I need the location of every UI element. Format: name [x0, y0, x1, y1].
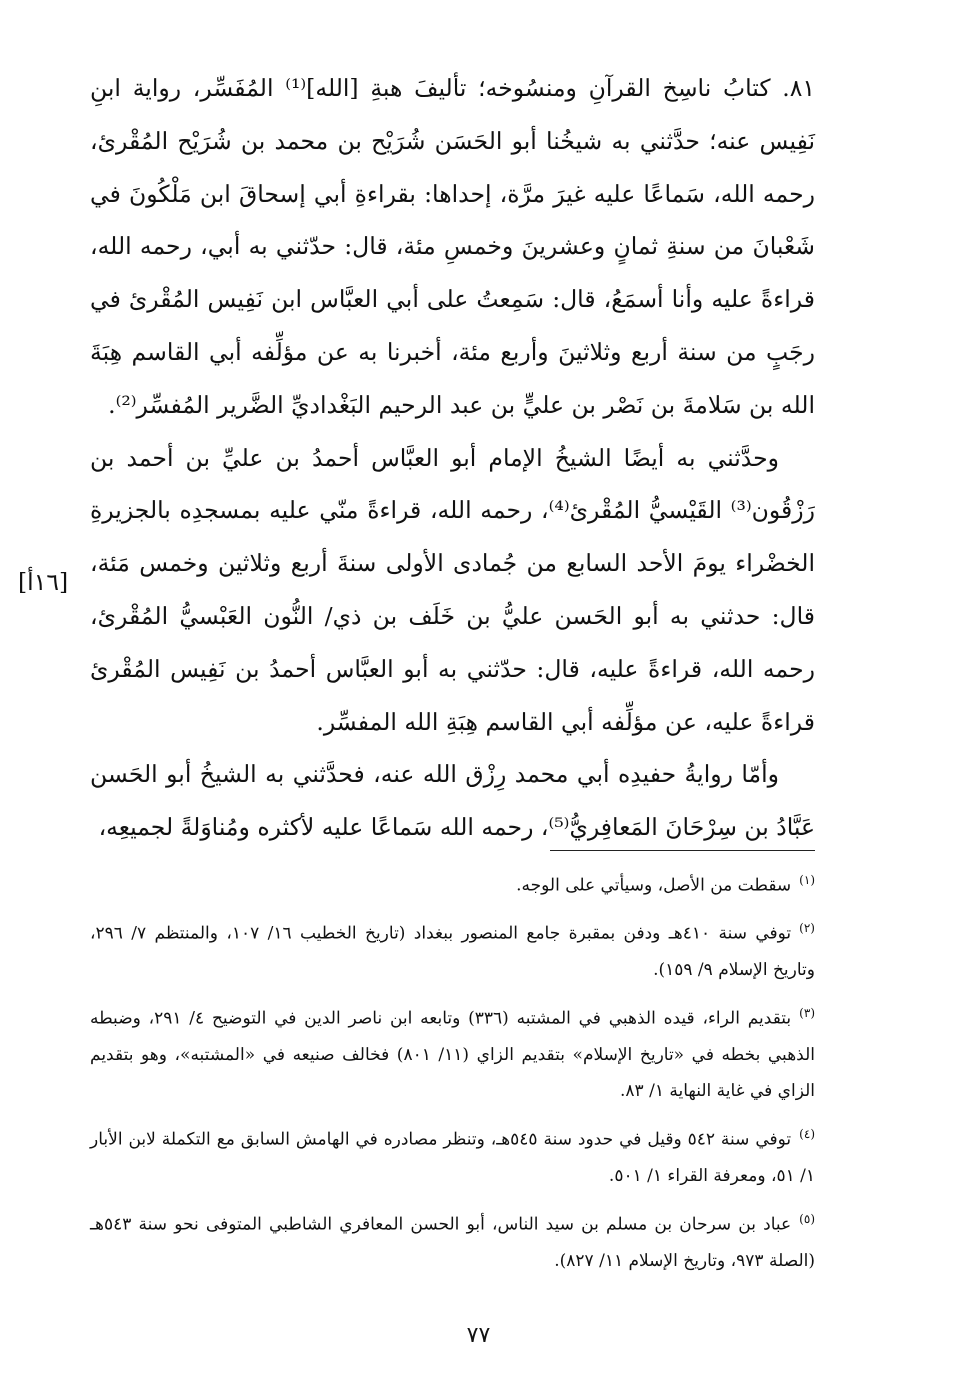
- footnote-text: سقطت من الأصل، وسيأتي على الوجه.: [516, 875, 792, 896]
- paragraph-third-chain: وأمّا روايةُ حفيدِه أبي محمد رِزْق الله عنه، فحدَّثني به الشيخُ أبو الحَسن عَبَّادُ بن سِرْحَانَ المَعافِريُّ⁽⁵⁾، رحمه الله سَماعًا عليه لأكثره ومُناوَلةً لجميعِه،: [90, 760, 815, 842]
- paragraph-entry-81: ٨١. كتابُ ناسِخ القرآنِ ومنسُوخه؛ تأليفَ هبةِ [الله]⁽¹⁾ المُفَسِّر، رواية ابنِ نَفِيس عنه؛ حدَّثني به شيخُنا أبو الحَسَن شُرَيْح بن محمد بن شُرَيْح المُقْرئ، رحمه الله، سَماعًا عليه غيرَ مرَّة، إحداها: بقراءةِ أبي إسحاقَ ابن مَلْكُونَ في شَعْبانَ من سنةِ ثمانٍ وعشرينَ وخمسِ مئة، قال: حدّثني به أبي، رحمه الله، قراءةً عليه وأنا أسمَعُ، قال: سَمِعتُ على أبي العبَّاس ابن نَفِيس المُقْرئ في رجَبٍ من سنة أربع وثلاثينَ وأربع مئة، أخبرنا به عن مؤلِّفه أبي القاسم هِبَةَ الله بن سَلامةَ بن نَصْر بن عليٍّ بن عبد الرحيم البَغْداديِّ الضَّرير المُفسِّر⁽²⁾.: [90, 74, 815, 419]
- folio-marker: [١٦أ]: [18, 568, 69, 596]
- paragraph-second-chain: وحدَّثني به أيضًا الشيخُ الإمام أبو العبَّاس أحمدُ بن عليِّ بن أحمد بن رَزْقُون⁽³⁾ القَيْسيُّ المُقْرئ⁽⁴⁾، رحمه الله، قراءةً منّي عليه بمسجدِه بالجزيرةِ الخضْراء يومَ الأحد السابع من جُمادى الأولى سنةَ أربع وثلاثين وخمس مَئة، قال: حدثني به أبو الحَسن عليُّ بن خَلَف بن ذي/ النُّون العَبْسيُّ المُقْرئ، رحمه الله، قراءةً عليه، قال: حدّثني به أبو العبَّاس أحمدُ بن نَفِيس المُقْرئ قراءةً عليه، عن مؤلِّفه أبي القاسم هِبَةِ الله المفسِّر.: [90, 443, 815, 736]
- main-text: [90, 62, 815, 854]
- footnote-number: (٣): [799, 1005, 815, 1020]
- footnote-number: (١): [799, 873, 815, 887]
- footnote-text: توفي سنة ٥٤٢ وقيل في حدود سنة ٥٤٥هـ، وتنظر مصادره في الهامش السابق مع التكملة لابن الأبار ١/ ٥١، ومعرفة القراء ١/ ٥٠١.: [90, 1129, 815, 1187]
- footnote-number: (٤): [799, 1126, 815, 1141]
- page-number: ٧٧: [466, 1323, 491, 1348]
- footnote-1: [90, 862, 815, 904]
- footnote-number: (٢): [799, 921, 815, 936]
- footnote-text: بتقديم الراء، قيده الذهبي في المشتبه (٣٣٦) وتابعه ابن ناصر الدين في التوضيح ٤/ ٢٩١، وضبطه الذهبي بخطه في «تاريخ الإسلام» بتقديم الزاي (١١/ ٨٠١) فخالف صنيعه في «المشتبه»، وهو بتقديم الزاي في غاية النهاية ١/ ٨٣.: [90, 1008, 815, 1102]
- footnote-text: عباد بن سرحان بن مسلم بن سيد الناس، أبو الحسن المعافري الشاطبي المتوفى نحو سنة ٥٤٣هـ (الصلة ٩٧٣، وتاريخ الإسلام ١١/ ٨٢٧).: [90, 1214, 815, 1271]
- footnote-number: (٥): [799, 1211, 815, 1226]
- footnote-2: [90, 910, 815, 989]
- footnote-4: [90, 1116, 815, 1195]
- footnote-3: [90, 995, 815, 1110]
- footnote-5: [90, 1201, 815, 1280]
- footnote-text: توفي سنة ٤١٠هـ ودفن بمقبرة جامع المنصور ببغداد (تاريخ الخطيب ١٦/ ١٠٧، والمنتظم ٧/ ٢٩٦، وتاريخ الإسلام ٩/ ١٥٩).: [90, 923, 815, 981]
- footnotes: [90, 862, 815, 1285]
- footnote-separator: [550, 850, 815, 851]
